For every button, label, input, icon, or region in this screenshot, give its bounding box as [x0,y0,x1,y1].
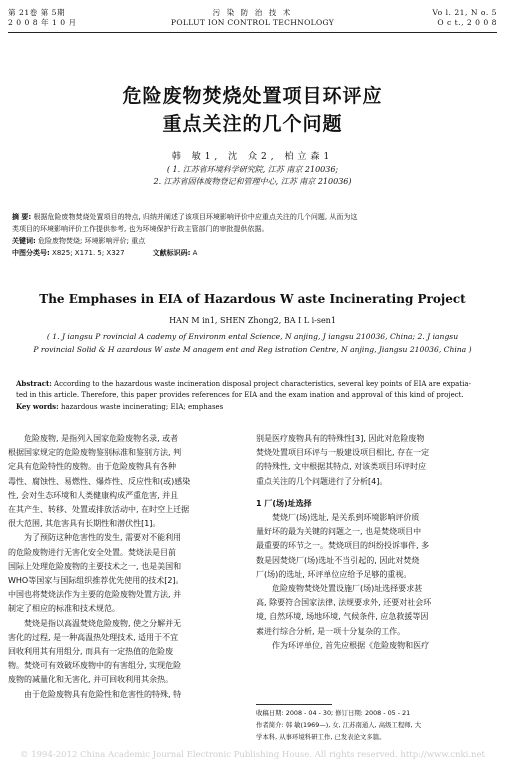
title-cn-line-1: 危险废物焚烧处置项目环评应 [122,85,383,107]
body-line: 在其产生、转移、处置或排放活动中, 在时空上迁据 [8,505,190,515]
footnote-received: 收稿日期: 2008 - 04 - 30; 修订日期: 2008 - 05 - 21 [256,709,411,717]
body-line: 物。焚烧可有效破坏废物中的有害组分, 实现危险 [8,661,182,671]
header-volume-en: Vo l. 21, N o. 5 [432,8,497,17]
body-line: 焚烧是指以高温焚烧危险废物, 使之分解并无 [24,618,182,628]
affiliations-en [10,330,495,356]
body-line: 的危险废物进行无害化安全处置。焚烧法是目前 [8,547,176,557]
body-line: 很大范围, 其危害具有长期性和潜伏性[1]。 [8,519,161,529]
body-line: 别是医疗废物具有的特殊性[3], 因此对危险废物 [256,434,425,443]
body-line: 厂(场)的选址, 环评单位应给予足够的重视。 [256,569,412,579]
body-line: 危险废物, 是指列入国家危险废物名录, 或者 [24,434,179,443]
body-line: WHO等国家与国际组织推荐优先使用的技术[2]。 [8,576,184,586]
abstract-cn-text-2: 类项目的环境影响评价工作提供参考, 也为环境保护行政主管部门的审批提供依据。 [12,225,269,233]
body-line: 高, 除要符合国家法律, 法规要求外, 还要对社会环 [256,598,432,608]
affiliation-cn-1: ( 1. 江苏省环境科学研究院, 江苏 南京 210036; [166,165,339,174]
header-issue-en [432,8,497,28]
section-heading-site-selection: 1 厂(场)址选择 [256,498,312,508]
affiliation-cn-2: 2. 江苏省固体废物登记和管理中心, 江苏 南京 210036) [153,177,352,186]
paper-title-cn [0,82,505,138]
keywords-en-value: hazardous waste incinerating; EIA; emphases [60,403,224,411]
keywords-cn-label: 关键词: [12,237,36,245]
footnote [256,707,488,743]
abstract-en-label: Abstract: [16,379,52,388]
footnote-author-cont: 学本科, 从事环境科研工作, 已发表论文多篇。 [256,733,386,741]
body-line: 重点关注的几个问题进行了分析[4]。 [256,476,388,486]
body-line: 国际上处理危险废物的主要技术之一, 也是美国和 [8,561,182,571]
header-journal [8,8,497,28]
paper-title-en: The Emphases in EIA of Hazardous W aste Incinerating Project [39,292,466,306]
body-line: 数是因焚烧厂(场)选址不当引起的, 因此对焚烧 [256,555,420,565]
header-rule [8,32,497,33]
abstract-cn [12,211,495,259]
keywords-en-label: Key words: [16,402,59,411]
title-cn-line-2: 重点关注的几个问题 [162,113,343,135]
body-line: 最重要的环节之一。焚烧项目的纠纷投诉事件, 多 [256,541,430,551]
affiliation-en-2: P rovincial Solid & H azardous W aste M anagem ent and Reg istration Centre, N anjing, Jiangsu 210036, China ) [33,345,472,354]
copyright-watermark: © 1994-2012 China Academic Journal Electronic Publishing House. All rights reserved. http://www.cnki.net [20,750,485,760]
authors-cn: 韩 敏1, 沈 众2, 柏立森1 [171,152,334,162]
affiliations-cn [0,164,505,188]
body-line: 害化的过程, 是一种高温热处理技术, 适用于不宜 [8,632,179,642]
abstract-en-line [16,378,495,390]
footnote-author: 作者简介: 韩 敏(1969—), 女, 江苏南通人, 高级工程师, 大 [256,721,422,729]
body-right-column [256,432,488,653]
keywords-cn [12,235,495,247]
class-value: X825; X171. 5; X327 [52,249,125,257]
abstract-cn-line [12,211,495,223]
body-line: 危险废物焚烧处置设施厂(场)址选择要求甚 [272,584,423,594]
affiliation-en-1: ( 1. J iangsu P rovincial A cademy of Environm ental Science, N anjing, J iangsu 210036, China; 2. J iangsu [46,332,459,341]
body-line: 回收利用其有用组分, 而具有一定热值的危险废 [8,647,174,657]
body-line: 废物的减量化和无害化, 并可回收利用其余热。 [8,675,174,685]
body-line: 焚烧厂(场)选址, 是关系到环境影响评价质 [272,513,420,523]
header-journal-cn: 污 染 防 治 技 术 [212,8,293,17]
keywords-cn-value: 危险废物焚烧; 环境影响评价; 重点 [38,237,146,245]
body-left-column [8,432,230,702]
body-line: 素进行综合分析, 是一项十分复杂的工作。 [256,626,406,636]
doc-code-label: 文献标识码: [152,249,191,257]
abstract-cn-label: 摘 要: [12,213,32,221]
header-journal-en: POLLUT ION CONTROL TECHNOLOGY [170,18,335,27]
header-date-cn: 2 0 0 8 年 1 0 月 [8,18,77,27]
header-volume: 第 21卷 第 5期 [8,8,66,17]
body-line: 毒性、腐蚀性、易燃性、爆炸性、反应性和(或)感染 [8,476,191,486]
abstract-en-text-2: ted in this article. Therefore, this paper provides references for EIA and the exam ination and approval of this kind of project. [16,391,464,399]
body-line: 境, 自然环境, 场地环境, 气候条件, 应急救援等因 [256,612,429,622]
class-label: 中图分类号: [12,249,50,257]
body-line: 根据国家规定的危险废物鉴别标准和鉴别方法, 判 [8,448,182,458]
body-line: 为了预防这种危害性的发生, 需要对不能利用 [24,533,182,543]
authors-en: HAN M in1, SHEN Zhong2, BA I L i-sen1 [169,316,336,325]
body-line: 焚烧处置项目环评与一般建设项目相比, 存在一定 [256,448,430,458]
body-line: 中国也将焚烧法作为主要的危险废物处置方法, 并 [8,590,182,600]
abstract-en [16,378,495,413]
classification-line [12,247,495,259]
abstract-en-text-1: According to the hazardous waste incineration disposal project characteristics, several key points of EIA are expatia- [54,380,471,388]
body-line: 的特殊性, 文中根据其特点, 对该类项目环评时应 [256,462,427,472]
body-line: 制定了相应的标准和技术规范。 [8,604,120,614]
abstract-cn-text-1: 根据危险废物焚烧处置项目的特点, 归纳并阐述了该项目环境影响评价中应重点关注的几个问题, 从而为这 [33,213,358,221]
doc-code-value: A [192,249,198,257]
body-line: 作为环评单位, 首先应根据《危险废物和医疗 [272,640,430,650]
header-date-en: O c t., 2 0 0 8 [437,18,497,27]
body-line: 定具有危险特性的废物。由于危险废物具有各种 [8,462,176,472]
keywords-en [16,401,495,413]
body-line: 性, 会对生态环境和人类健康构成严重危害, 并且 [8,490,179,500]
body-line: 量好坏的最为关键的问题之一, 也是焚烧项目中 [256,527,422,537]
footnote-rule [256,704,332,705]
body-line: 由于危险废物具有危险性和危害性的特殊, 特 [24,689,182,699]
